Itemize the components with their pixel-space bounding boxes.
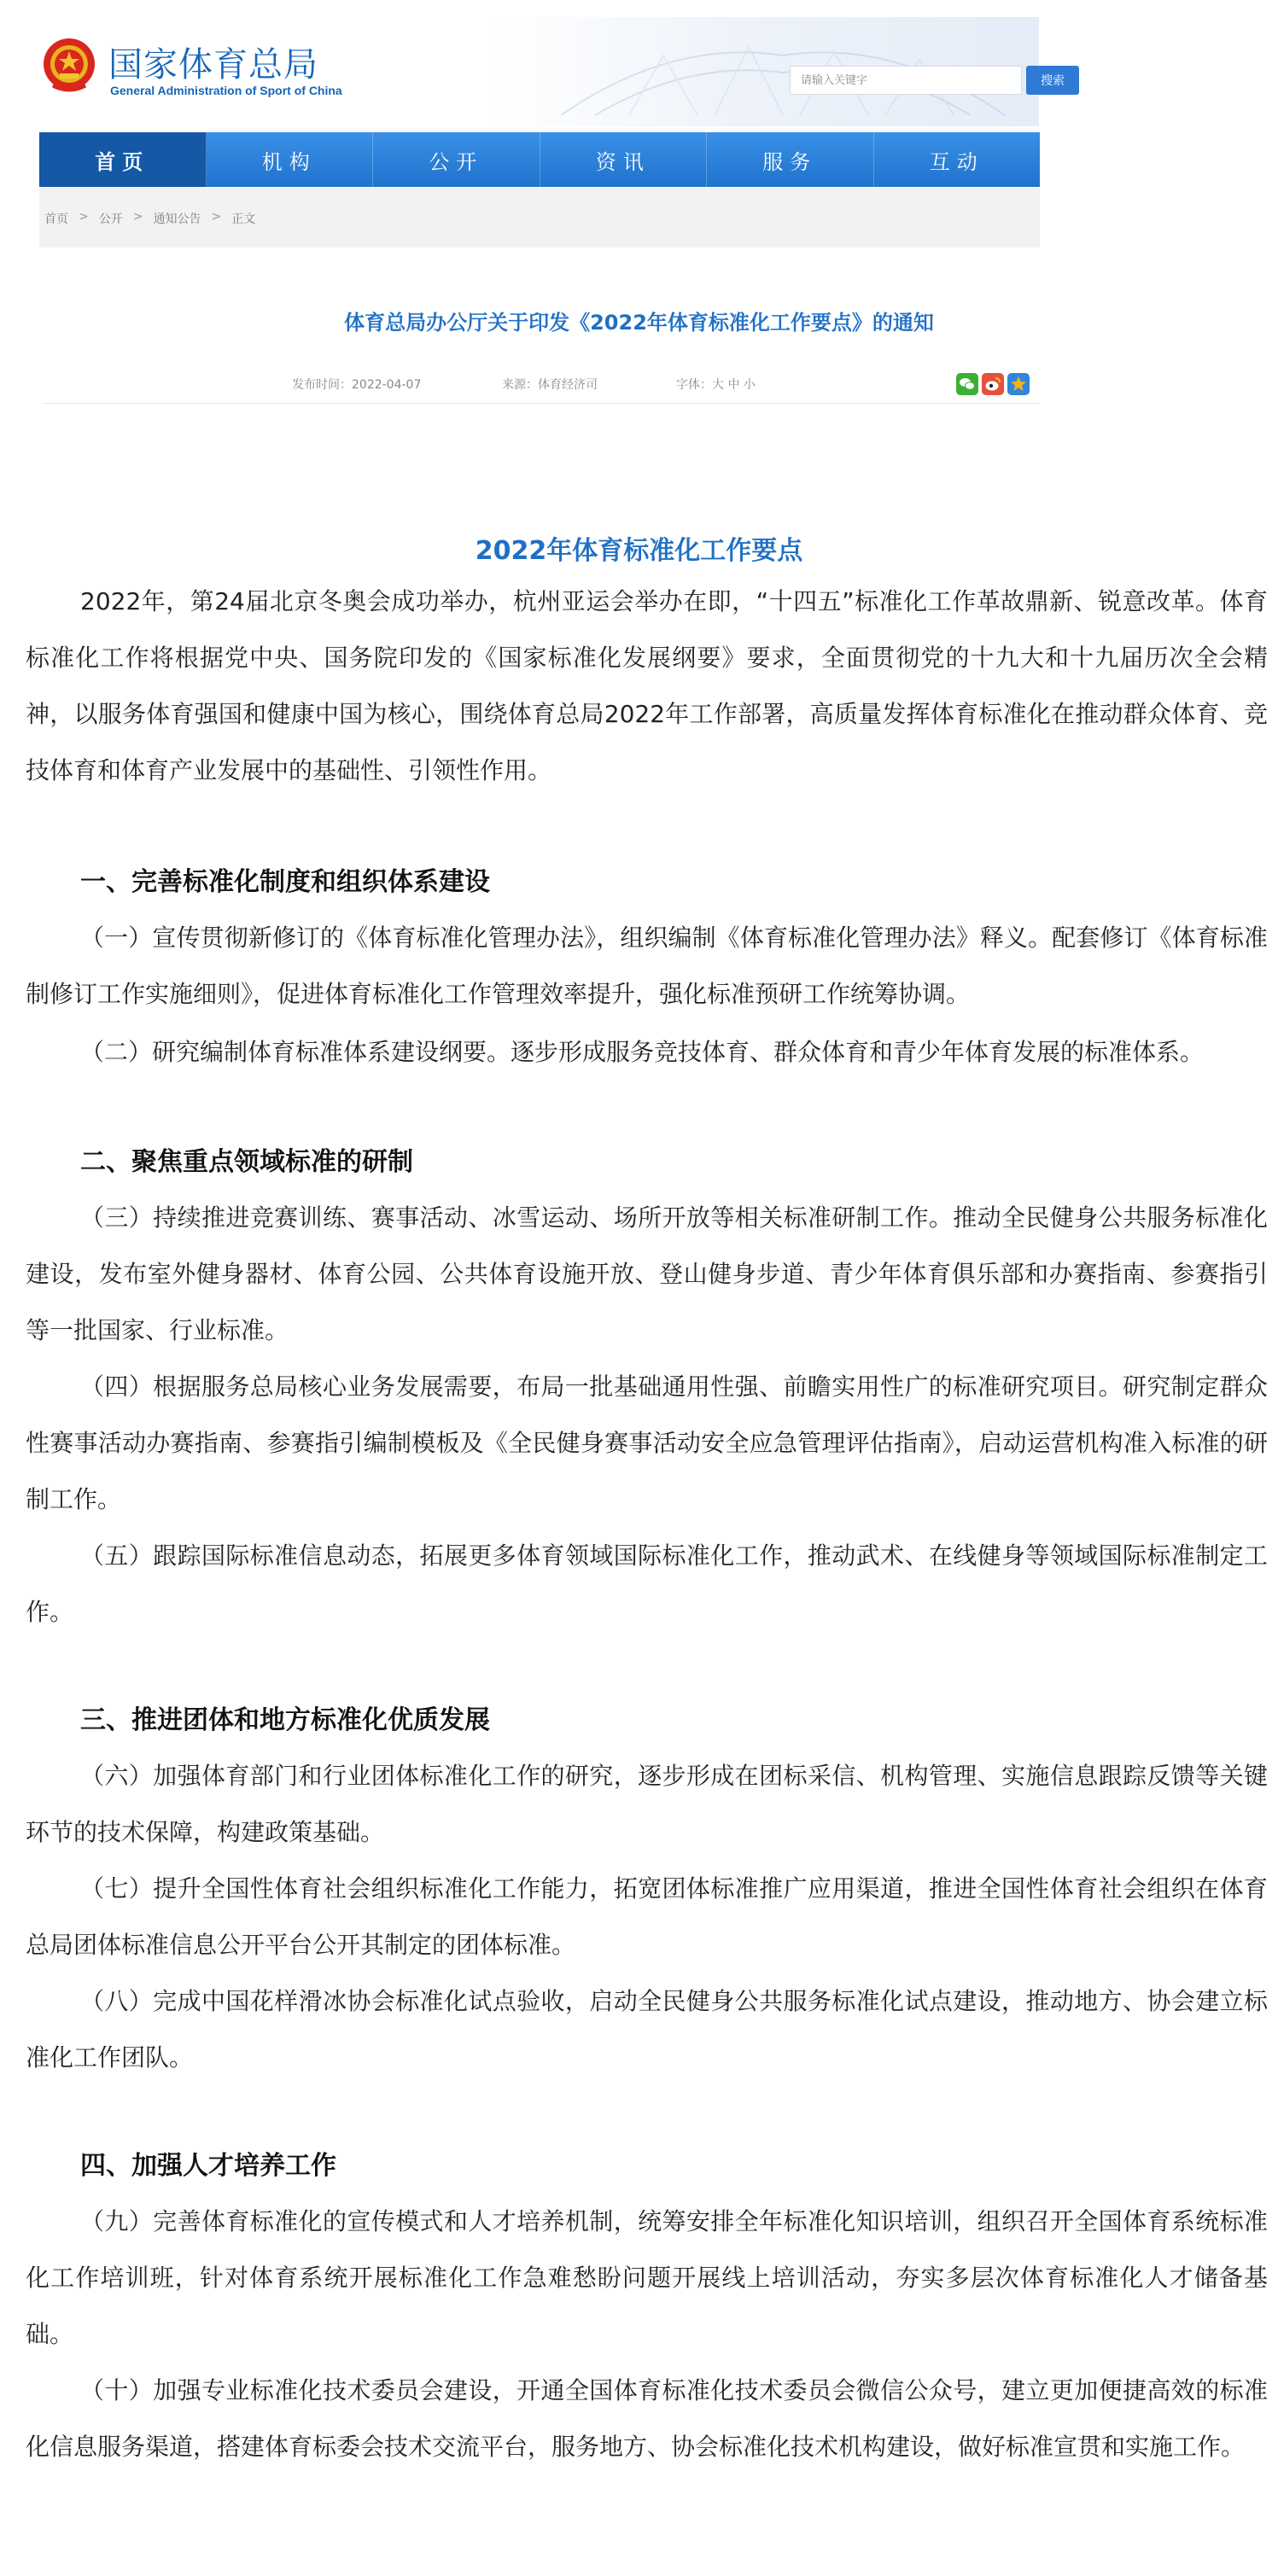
divider bbox=[43, 403, 1040, 404]
breadcrumb-bar bbox=[39, 188, 1040, 248]
breadcrumb-current: 正文 bbox=[231, 213, 256, 226]
section-heading-3: 三、推进团体和地方标准化优质发展 bbox=[80, 1705, 490, 1735]
paragraph-4: （四）根据服务总局核心业务发展需要，布局一批基础通用性强、前瞻实用性广的标准研究项目。研究制定群众性赛事活动办赛指南、参赛指引编制模板及《全民健身赛事活动安全应急管理评估指南》，启动运营机构准入标准的研制工作。 bbox=[26, 1373, 1268, 1513]
section-heading-4: 四、加强人才培养工作 bbox=[80, 2151, 336, 2181]
nav-interaction[interactable]: 互动 bbox=[929, 149, 984, 174]
paragraph-1: （一）宣传贯彻新修订的《体育标准化管理办法》，组织编制《体育标准化管理办法》释义。配套修订《体育标准制修订工作实施细则》，促进体育标准化工作管理效率提升，强化标准预研工作统筹协调。 bbox=[26, 924, 1268, 1008]
site-header bbox=[38, 17, 1065, 126]
site-title[interactable]: 国家体育总局 bbox=[108, 45, 318, 85]
nav-home[interactable]: 首页 bbox=[39, 132, 207, 187]
paragraph-7: （七）提升全国性体育社会组织标准化工作能力，拓宽团体标准推广应用渠道，推进全国性体育社会组织在体育总局团体标准信息公开平台公开其制定的团体标准。 bbox=[26, 1874, 1268, 1959]
article-title: 体育总局办公厅关于印发《2022年体育标准化工作要点》的通知 bbox=[344, 311, 934, 335]
qzone-share-icon[interactable] bbox=[1007, 373, 1030, 395]
paragraph-9: （九）完善体育标准化的宣传模式和人才培养机制，统筹安排全年标准化知识培训，组织召开全国体育系统标准化工作培训班，针对体育系统开展标准化工作急难愁盼问题开展线上培训活动，夯实多层次体育标准化人才储备基础。 bbox=[26, 2207, 1268, 2348]
weibo-share-icon[interactable] bbox=[982, 373, 1004, 395]
paragraph-6: （六）加强体育部门和行业团体标准化工作的研究，逐步形成在团标采信、机构管理、实施信息跟踪反馈等关键环节的技术保障，构建政策基础。 bbox=[26, 1762, 1268, 1846]
article-source: 来源：体育经济司 bbox=[502, 378, 598, 392]
site-subtitle: General Administration of Sport of China bbox=[110, 84, 342, 97]
breadcrumb-separator: > bbox=[132, 210, 143, 224]
nav-institutions[interactable]: 机构 bbox=[207, 132, 374, 187]
breadcrumb-separator: > bbox=[79, 210, 89, 224]
paragraph-10: （十）加强专业标准化技术委员会建设，开通全国体育标准化技术委员会微信公众号，建立更加便捷高效的标准化信息服务渠道，搭建体育标委会技术交流平台，服务地方、协会标准化技术机构建设，做好标准宣贯和实施工作。 bbox=[26, 2376, 1268, 2461]
main-nav bbox=[39, 132, 1040, 187]
nav-public[interactable]: 公开 bbox=[373, 132, 540, 187]
intro-paragraph: 2022年，第24届北京冬奥会成功举办，杭州亚运会举办在即，“十四五”标准化工作革故鼎新、锐意改革。体育标准化工作将根据党中央、国务院印发的《国家标准化发展纲要》要求，全面贯彻党的十九大和十九届历次全会精神，以服务体育强国和健康中国为核心，围绕体育总局2022年工作部署，高质量发挥体育标准化在推动群众体育、竞技体育和体育产业发展中的基础性、引领性作用。 bbox=[26, 587, 1268, 784]
breadcrumb bbox=[44, 210, 255, 227]
breadcrumb-public[interactable]: 公开 bbox=[98, 213, 123, 226]
search-input[interactable] bbox=[790, 66, 1022, 95]
paragraph-5: （五）跟踪国际标准信息动态，拓展更多体育领域国际标准化工作，推动武术、在线健身等领域国际标准制定工作。 bbox=[26, 1542, 1268, 1626]
nav-services[interactable]: 服务 bbox=[707, 132, 874, 187]
search-button[interactable]: 搜索 bbox=[1026, 66, 1079, 95]
section-heading-1: 一、完善标准化制度和组织体系建设 bbox=[80, 867, 490, 897]
paragraph-3: （三）持续推进竞赛训练、赛事活动、冰雪运动、场所开放等相关标准研制工作。推动全民健身公共服务标准化建设，发布室外健身器材、体育公园、公共体育设施开放、登山健身步道、青少年体育俱乐部和办赛指南、参赛指引等一批国家、行业标准。 bbox=[26, 1203, 1268, 1344]
breadcrumb-notices[interactable]: 通知公告 bbox=[153, 213, 201, 226]
breadcrumb-home[interactable]: 首页 bbox=[44, 213, 68, 226]
paragraph-2: （二）研究编制体育标准体系建设纲要。逐步形成服务竞技体育、群众体育和青少年体育发展的标准体系。 bbox=[80, 1038, 1205, 1066]
section-heading-2: 二、聚焦重点领域标准的研制 bbox=[80, 1147, 413, 1177]
nav-news[interactable]: 资讯 bbox=[540, 132, 708, 187]
paragraph-8: （八）完成中国花样滑冰协会标准化试点验收，启动全民健身公共服务标准化试点建设，推动地方、协会建立标准化工作团队。 bbox=[26, 1987, 1268, 2072]
breadcrumb-separator: > bbox=[211, 210, 222, 224]
search-placeholder: 请输入关键字 bbox=[801, 73, 868, 86]
font-size-switcher[interactable]: 字体：大 中 小 bbox=[676, 378, 756, 392]
wechat-share-icon[interactable] bbox=[956, 373, 978, 395]
national-emblem-logo bbox=[41, 36, 97, 96]
publish-time: 发布时间：2022-04-07 bbox=[292, 378, 422, 392]
document-heading: 2022年体育标准化工作要点 bbox=[475, 536, 803, 566]
